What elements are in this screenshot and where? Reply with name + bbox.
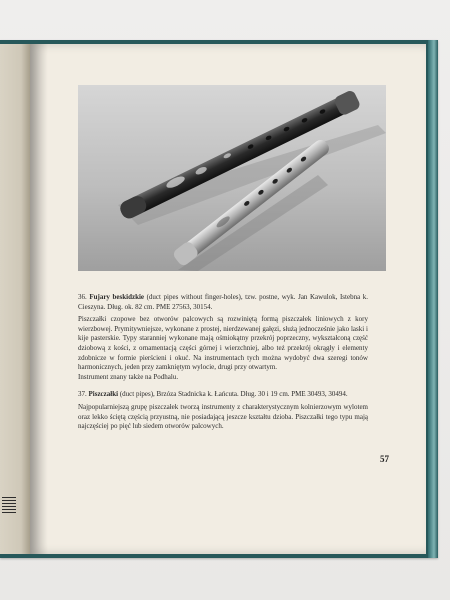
entry-37-caption — [78, 390, 368, 400]
entry-36-paragraph-2: Instrument znany także na Podhalu. — [78, 372, 179, 381]
gutter-shadow — [30, 44, 48, 554]
page-text — [78, 293, 368, 432]
entry-37-paragraph-1: Najpopularniejszą grupę piszczałek tworzą instrumenty z charakterystycznym kolnierzowym wylotem oraz lekko ściętą częścią przyustną, nie posiadającą jeszcze kształtu dzioba. Piszczałki tego typu mają najczęściej po pięć lub siedem otworów palcowych. — [78, 402, 368, 431]
spine-marks — [2, 497, 16, 515]
entry-36-number: 36. — [78, 293, 87, 301]
entry-36-caption-text: (duct pipes without finger-holes), tzw. postne, wyk. Jan Kawulok, Istebna k. Cieszyna. Dług. ok. 82 cm. PME 27563, 30154. — [78, 293, 369, 311]
cover-edge — [428, 40, 438, 558]
flutes-illustration — [78, 85, 386, 271]
left-page-edge — [0, 44, 30, 554]
entry-37-title: Piszczałki — [88, 390, 119, 399]
entry-36-caption — [78, 293, 368, 312]
entry-37-caption-text: (duct pipes), Brzóza Stadnicka k. Łańcuta. Dług. 30 i 19 cm. PME 30493, 30494. — [119, 390, 348, 399]
entry-36-paragraph-1: Piszczałki czopowe bez otworów palcowych są rozwiniętą formą piszczałek liniowych z kory wierzbowej. Prymitywniejsze, wykonane z prostej, nierdzewanej gałęzi, służą jednocześnie jako laski i kije pasterskie. Typy staranniej wykonane mają ośmiokątny przekrój poprzeczny, wykształconą część dziobową z kości, z ornamentacją części górnej i wierzchniej, albo też przekrój okrągły i elementy zdobnicze w formie pierścieni i okuć. Na instrumentach tych można wydobyć dwa szeregi tonów harmonicznych, jeden przy zamkniętym wylocie, drugi przy otwartym. — [78, 315, 368, 372]
page-number: 57 — [380, 454, 389, 464]
flutes-photo — [78, 85, 386, 271]
entry-36-title: Fujary beskidzkie — [89, 293, 145, 301]
entry-37-number: 37. — [78, 390, 87, 399]
